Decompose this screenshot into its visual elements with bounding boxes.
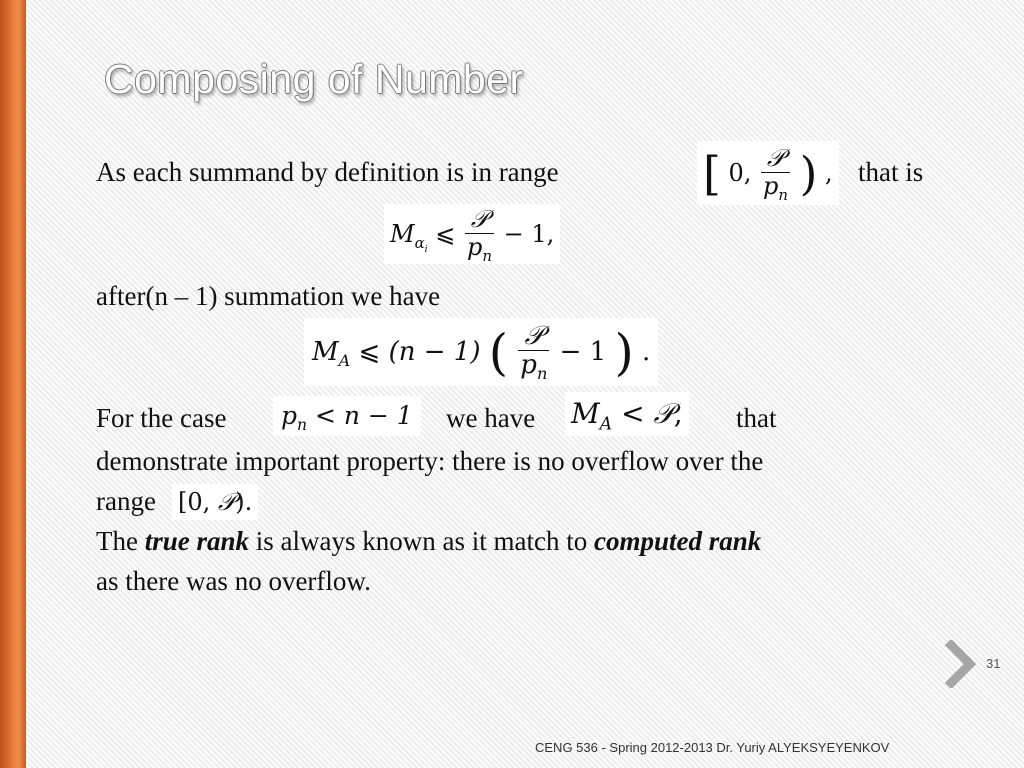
body-line-1-end: that is xyxy=(858,157,924,187)
body-line-7: as there was no overflow. xyxy=(96,566,371,596)
slide-footer: CENG 536 - Spring 2012-2013 Dr. Yuriy ALYEKSYEYENKOV xyxy=(535,740,890,755)
slide-title: Composing of Number xyxy=(104,56,524,102)
formula-condition: $p_n < n - 1$ xyxy=(273,396,421,436)
formula-range-small: [0, 𝒫). xyxy=(172,484,258,520)
body-line-5: range xyxy=(96,486,156,516)
emphasis-true-rank: true rank xyxy=(144,526,250,556)
formula-fraction: $\frac{\text{𝒫}}{p_n}$ xyxy=(466,205,492,265)
next-chevron-icon[interactable] xyxy=(940,640,980,688)
fraction-denominator: $p_n$ xyxy=(762,171,788,204)
page-number: 31 xyxy=(986,656,1001,671)
body-line-3-start: For the case xyxy=(96,403,227,433)
emphasis-computed-rank: computed rank xyxy=(593,526,762,556)
body-line-1: As each summand by definition is in range xyxy=(96,157,559,187)
body-line-4: demonstrate important property: there is no overflow over the xyxy=(96,446,764,476)
body-line-3-mid: we have xyxy=(446,403,536,433)
body-line-2: after(n – 1) summation we have xyxy=(96,281,441,311)
body-line-6: The true rank is always known as it match to computed rank xyxy=(96,526,762,556)
formula-summand-bound: $M_{\alpha_i}$ ⩽ $\frac{\text{𝒫}}{p_n}$ − 1, xyxy=(384,204,560,264)
body-line-3-end: that xyxy=(736,403,777,433)
formula-fraction xyxy=(761,146,790,202)
fraction-numerator: 𝒫 xyxy=(761,146,790,172)
formula-fraction: $\frac{\text{𝒫}}{p_n}$ xyxy=(520,320,548,384)
formula-range: [ 0, $\frac{\text{𝒫}}{p_n}$ ) , xyxy=(697,141,839,205)
left-accent-bar xyxy=(0,0,26,768)
formula-zero: 0, xyxy=(728,159,752,187)
formula-total-bound: $M_A$ ⩽ (n − 1) ( $\frac{\text{𝒫}}{p_n}$ − 1 ) . xyxy=(304,318,658,386)
formula-no-overflow: $M_A$ < 𝒫, xyxy=(565,392,689,436)
formula-comma: , xyxy=(825,159,833,187)
